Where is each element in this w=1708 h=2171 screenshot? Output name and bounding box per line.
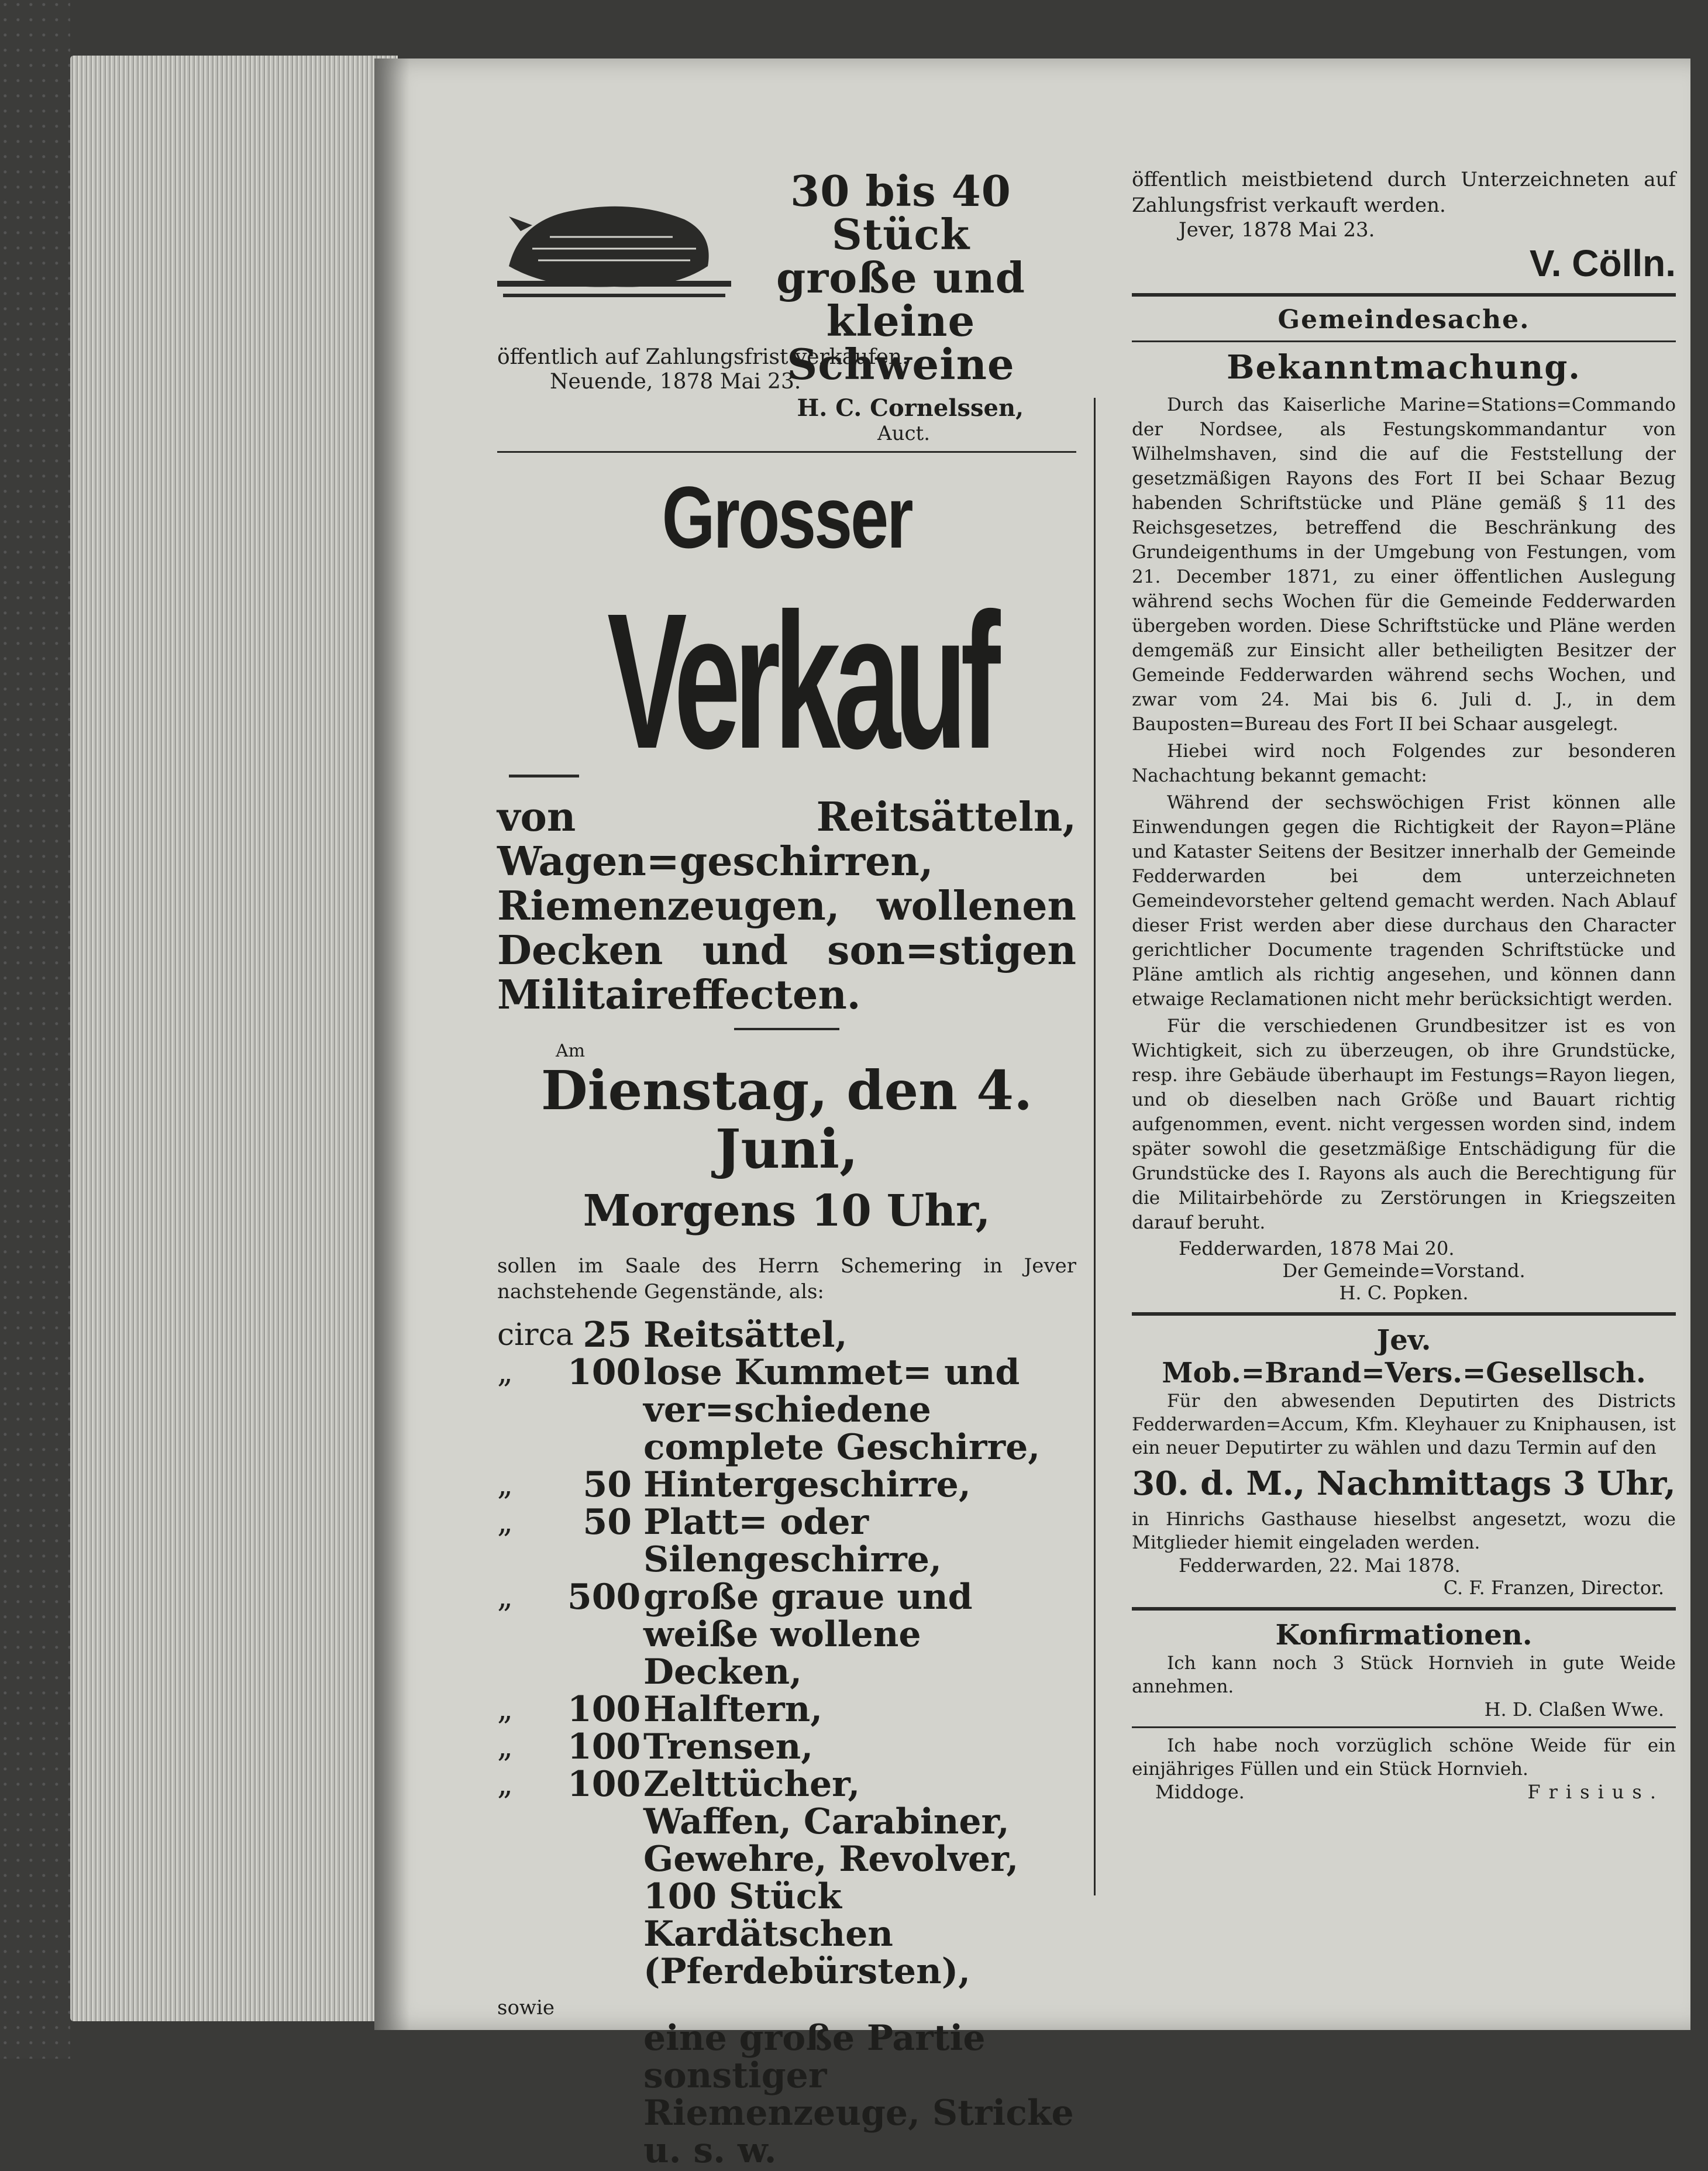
list-item [497, 1803, 1076, 1990]
column-divider [1094, 398, 1096, 1895]
sale-items-heading: von Reitsätteln, Wagen=geschirren, Riemenzeugen, wollenen Decken und son=stigen Militaireffecten. [497, 794, 1076, 1019]
item-quantity: 500 [567, 1577, 641, 1618]
weide-footer [1132, 1781, 1676, 1803]
divider [497, 451, 1076, 453]
item-quantity: 25 [583, 1315, 632, 1355]
pig-ad-place-date: Neuende, 1878 Mai 23. [550, 370, 801, 394]
pig-ad-title-line: große und kleine [776, 253, 1025, 346]
item-text: große graue und weiße wollene Decken, [643, 1577, 973, 1692]
item-text: Trensen, [643, 1726, 814, 1767]
bekanntmachung-place: Fedderwarden, 1878 Mai 20. [1179, 1237, 1455, 1260]
page-stack-edges [70, 56, 398, 2021]
item-prefix: „ [497, 1767, 513, 1802]
item-text: Hintergeschirre, [643, 1464, 971, 1505]
item-prefix: „ [497, 1580, 513, 1615]
item-text: Halftern, [643, 1689, 823, 1730]
item-prefix [497, 1803, 567, 1990]
paragraph: Für die verschiedenen Grundbesitzer ist es von Wichtigkeit, sich zu überzeugen, ob ihre Grundstücke, resp. ihre Gebäude überhaupt im Festungs=Rayon liegen, und ob dieselben nach Größe und Bauart richtig aufgenommen, event. nicht vergessen worden sind, indem später sowohl die gesetzmäßige Entschädigung für die Grundstücke des I. Rayons als auch die Berechtigung für die Militairbehörde zu Zerstörungen in Kriegszeiten darauf beruht. [1132, 1016, 1676, 1233]
sale-intro: sollen im Saale des Herrn Schemering in Jever nachstehende Gegenstände, als: [497, 1254, 1076, 1303]
item-quantity-empty [567, 2019, 632, 2169]
divider [1132, 1726, 1676, 1728]
sale-last-item: eine große Partie sonstiger Riemenzeuge, Stricke u. s. w. [643, 2018, 1074, 2171]
item-prefix: „ [497, 1467, 513, 1502]
insurance-text: Für den abwesenden Deputirten des Districts Fedderwarden=Accum, Kfm. Kleyhauer zu Kniphausen, ist ein neuer Deputirter zu wählen und dazu Termin auf den [1132, 1391, 1676, 1458]
list-item [497, 1766, 1076, 1803]
item-prefix: „ [497, 1355, 513, 1390]
sale-date: Dienstag, den 4. Juni, [540, 1059, 1033, 1181]
list-item [497, 1691, 1076, 1728]
sale-time: Morgens 10 Uhr, [583, 1186, 991, 1236]
konfirmationen-text: Ich kann noch 3 Stück Hornvieh in gute Weide annehmen. [1132, 1653, 1676, 1697]
item-quantity: 50 [583, 1502, 632, 1543]
left-column [497, 164, 1076, 2171]
item-text: Reitsättel, [643, 1315, 848, 1355]
section-heading: Gemeindesache. [1277, 305, 1530, 335]
short-divider [734, 1028, 839, 1030]
right-column [1132, 167, 1676, 1939]
pig-ad-text: öffentlich auf Zahlungsfrist verkaufen. [497, 345, 909, 369]
continued-notice-place: Jever, 1878 Mai 23. [1179, 218, 1375, 242]
item-prefix: circa [497, 1317, 574, 1353]
item-text: Platt= oder Silengeschirre, [643, 1502, 942, 1580]
pig-icon [497, 178, 731, 301]
pig-ad-title [725, 166, 1076, 389]
bekanntmachung-title: Bekanntmachung. [1227, 348, 1581, 387]
pig-ad-title-line: Schweine [787, 339, 1015, 389]
divider [1132, 293, 1676, 297]
continued-notice-signature: V. Cölln. [1529, 242, 1676, 284]
item-quantity: 50 [583, 1464, 632, 1505]
sale-headline-grosser: Grosser [662, 468, 912, 566]
list-item [497, 1316, 1076, 1354]
list-item [497, 1466, 1076, 1503]
item-prefix-empty [497, 2019, 567, 2169]
item-prefix: „ [497, 1729, 513, 1764]
headline-underline [509, 775, 579, 777]
book-cover-right [1690, 0, 1708, 2059]
weide-place: Middoge. [1155, 1781, 1245, 1803]
item-prefix: „ [497, 1692, 513, 1727]
pig-ad-role: Auct. [877, 422, 930, 445]
insurance-text-2: in Hinrichs Gasthause hieselbst angesetzt, wozu die Mitglieder hiemit eingeladen werden. [1132, 1509, 1676, 1553]
item-text: Zelttücher, [643, 1764, 860, 1805]
sale-am: Am [556, 1041, 586, 1061]
divider [1132, 1607, 1676, 1611]
item-quantity: 100 [567, 1352, 641, 1393]
paragraph: Durch das Kaiserliche Marine=Stations=Commando der Nordsee, als Festungskommandantur von Wilhelmshaven, sind die auf die Feststellung der gesetzmäßigen Rayons des Fort II bei Schaar Bezug habenden Schriftstücke und Pläne gemäß § 11 des Reichsgesetzes, betreffend die Beschränkung des Grundeigenthums in der Umgebung von Festungen, vom 21. December 1871, zu einer öffentlichen Auslegung während sechs Wochen für die Gemeinde Fedderwarden übergeben worden. Diese Schriftstücke und Pläne werden demgemäß zur Einsicht aller betheiligten Besitzer der Gemeinde Fedderwarden während sechs Wochen, und zwar vom 24. Mai bis 6. Juli d. J., in dem Bauposten=Bureau des Fort II bei Schaar ausgelegt. [1132, 394, 1676, 735]
pig-ad-title-line: 30 bis 40 Stück [790, 166, 1011, 259]
list-item [497, 2019, 1076, 2169]
weide-signature: Frisius. [1527, 1781, 1664, 1803]
list-item [497, 1354, 1076, 1466]
konfirmationen-title: Konfirmationen. [1275, 1619, 1533, 1652]
insurance-place: Fedderwarden, 22. Mai 1878. [1179, 1554, 1461, 1577]
paragraph: Hiebei wird noch Folgendes zur besonderen Nachachtung bekannt gemacht: [1132, 741, 1676, 786]
item-quantity: 100 [567, 1764, 641, 1805]
item-text: Waffen, Carabiner, Gewehre, Revolver, 100 Stück Kardätschen (Pferdebürsten), [643, 1801, 1019, 1992]
item-quantity [567, 1803, 632, 1990]
sale-headline-verkauf: Verkauf [607, 573, 994, 789]
page-gutter-shadow [374, 59, 409, 2030]
list-item [497, 1503, 1076, 1578]
list-item [497, 1728, 1076, 1766]
item-text: lose Kummet= und ver=schiedene complete Geschirre, [643, 1352, 1041, 1468]
sale-last-item-wrap [497, 2019, 1076, 2169]
weide-text: Ich habe noch vorzüglich schöne Weide für ein einjähriges Füllen und ein Stück Hornvieh. [1132, 1735, 1676, 1780]
insurance-date: 30. d. M., Nachmittags 3 Uhr, [1132, 1464, 1676, 1503]
book-cover-left [0, 0, 70, 2059]
item-prefix: „ [497, 1505, 513, 1540]
bekanntmachung-org: Der Gemeinde=Vorstand. [1282, 1260, 1526, 1282]
sale-item-list [497, 1316, 1076, 1990]
pig-ad-signature: H. C. Cornelssen, [797, 394, 1024, 422]
bekanntmachung-body [1132, 393, 1676, 1235]
continued-notice-text: öffentlich meistbietend durch Unterzeichneten auf Zahlungsfrist verkauft werden. [1132, 168, 1676, 217]
sale-sowie: sowie [497, 1996, 555, 2019]
list-item [497, 1578, 1076, 1691]
divider [1132, 1312, 1676, 1316]
insurance-signature: C. F. Franzen, Director. [1443, 1577, 1664, 1599]
bekanntmachung-signature: H. C. Popken. [1339, 1282, 1469, 1304]
item-quantity: 100 [567, 1726, 641, 1767]
item-quantity: 100 [567, 1689, 641, 1730]
paragraph: Während der sechswöchigen Frist können alle Einwendungen gegen die Richtigkeit der Rayon=Pläne und Kataster Seitens der Besitzer innerhalb der Gemeinde Fedderwarden bei dem unterzeichneten Gemeindevorsteher geltend gemacht werden. Nach Ablauf dieser Frist werden aber diese durchaus den Character gerichtlicher Documente tragenden Schriftstücke und Pläne amtlich als richtig angesehen, und können dann etwaige Reclamationen nicht mehr berücksichtigt werden. [1132, 792, 1676, 1010]
konfirmationen-signature: H. D. Claßen Wwe. [1484, 1698, 1664, 1721]
divider [1132, 340, 1676, 342]
insurance-title: Jev. Mob.=Brand=Vers.=Gesellsch. [1162, 1324, 1646, 1389]
